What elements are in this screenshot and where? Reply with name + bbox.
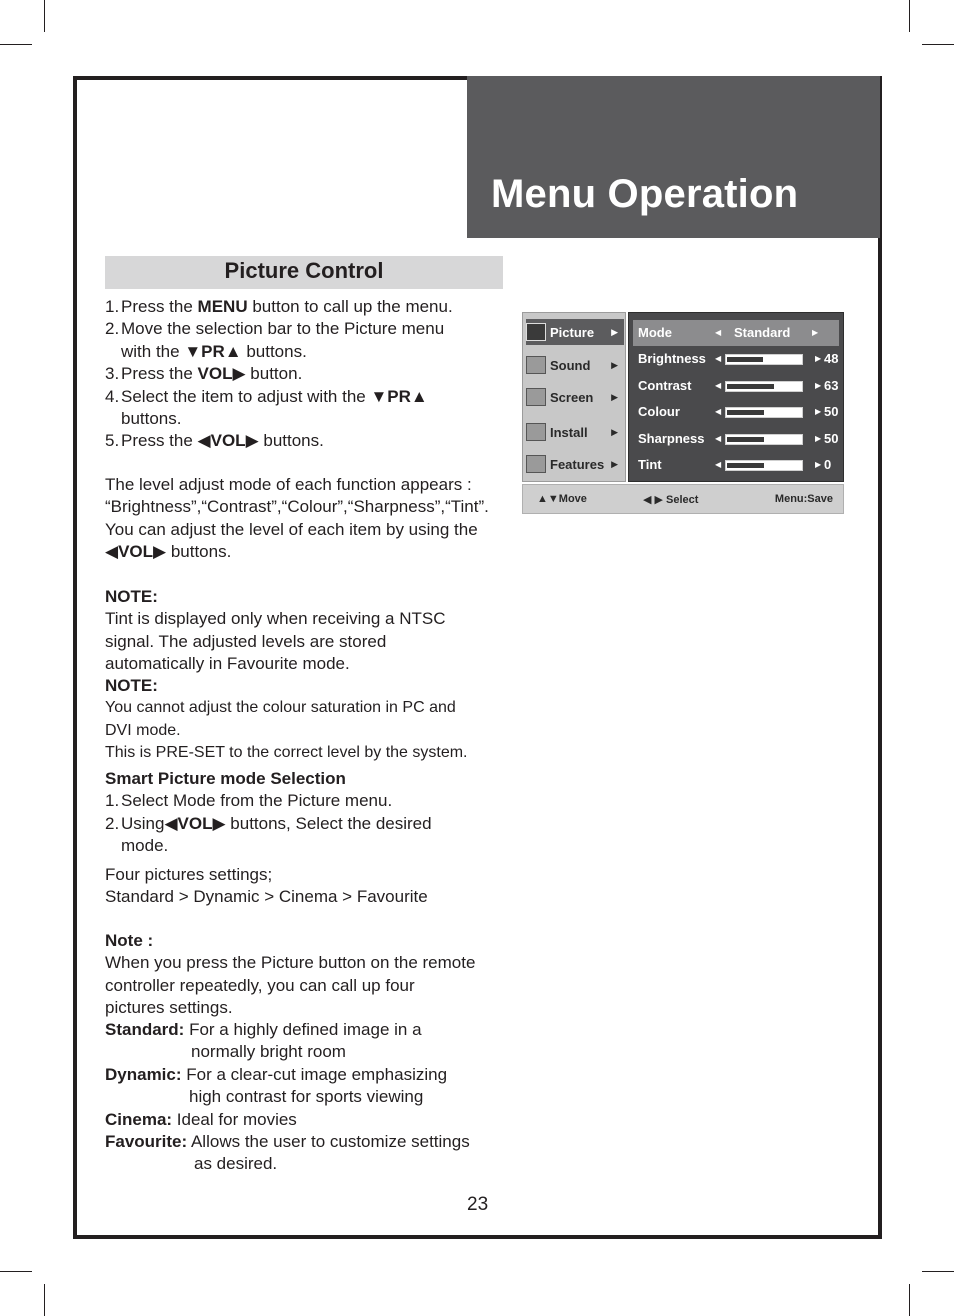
features-icon <box>526 455 546 473</box>
crop-mark <box>922 44 954 45</box>
level-bar-fill <box>727 384 774 389</box>
note-1: NOTE: Tint is displayed only when receiving a NTSC signal. The adjusted levels are stored automatically in Favourite mode. <box>105 586 505 676</box>
screen-icon <box>526 388 546 406</box>
note-2: NOTE: You cannot adjust the colour saturation in PC and DVI mode. This is PRE-SET to the correct level by the system. <box>105 675 505 765</box>
step-2-cont: with the ▼PR▲ buttons. <box>121 341 307 361</box>
smart-step-1: 1. Select Mode from the Picture menu. <box>105 791 393 811</box>
osd-row-mode: Mode ◀ Standard ▶ <box>633 320 839 346</box>
step-4: 4. Select the item to adjust with the ▼PR▲ <box>105 386 428 406</box>
install-icon <box>526 423 546 441</box>
picture-icon <box>526 323 546 341</box>
mode-definitions: Standard: For a highly defined image in a normally bright room Dynamic: For a clear-cut image emphasizing high contrast for sports viewing Cinema: Ideal for movies Favourite: Allows the user to customize settings as desired. <box>105 1019 505 1176</box>
right-arrow-icon: ▶ <box>611 391 618 402</box>
right-arrow-icon: ▶ <box>611 458 618 469</box>
definition-standard: Standard: For a highly defined image in a <box>105 1020 422 1039</box>
level-bar <box>725 354 803 365</box>
level-bar <box>725 460 803 471</box>
definition-cinema: Cinema: Ideal for movies <box>105 1109 297 1129</box>
osd-menu <box>522 312 844 514</box>
left-arrow-icon: ◀ <box>715 434 722 443</box>
right-arrow-icon: ▶ <box>611 326 618 337</box>
osd-footer-move: ▲▼Move <box>537 493 587 505</box>
step-3: 3. Press the VOL▶ button. <box>105 364 303 384</box>
right-arrow-icon: ▶ <box>815 354 822 363</box>
page-title: Menu Operation <box>491 172 799 216</box>
section-header <box>105 256 503 289</box>
smart-step-2: 2. Using◀VOL▶ buttons, Select the desired <box>105 813 432 833</box>
level-bar-fill <box>727 437 764 442</box>
smart-picture-section: Smart Picture mode Selection 1. Select Mode from the Picture menu. 2. Using◀VOL▶ buttons, Select the desired mode. <box>105 768 505 858</box>
level-bar <box>725 381 803 392</box>
step-5: 5. Press the ◀VOL▶ buttons. <box>105 431 324 451</box>
crop-mark <box>0 44 32 45</box>
left-arrow-icon: ◀ <box>715 460 722 469</box>
osd-footer <box>522 484 844 514</box>
level-bar <box>725 407 803 418</box>
smart-heading: Smart Picture mode Selection <box>105 769 346 788</box>
definition-favourite: Favourite: Allows the user to customize settings <box>105 1131 470 1151</box>
left-arrow-icon: ◀ <box>715 381 722 390</box>
osd-row-brightness: Brightness ◀ ▶ 48 <box>638 351 839 366</box>
level-bar-fill <box>727 410 764 415</box>
osd-row-tint: Tint ◀ ▶ 0 <box>638 457 832 472</box>
level-bar-fill <box>727 357 763 362</box>
right-arrow-icon: ▶ <box>815 460 822 469</box>
right-arrow-icon: ▶ <box>611 426 618 437</box>
page-number: 23 <box>467 1194 489 1215</box>
instructions <box>105 296 505 453</box>
step-2: 2. Move the selection bar to the Picture menu <box>105 319 445 339</box>
osd-category-features: Features ▶ <box>526 451 624 477</box>
osd-category-list <box>522 312 626 482</box>
crop-mark <box>44 0 45 32</box>
crop-mark <box>909 1284 910 1316</box>
right-arrow-icon: ▶ <box>815 434 822 443</box>
osd-settings-panel <box>628 312 844 482</box>
sound-icon <box>526 356 546 374</box>
definition-dynamic: Dynamic: For a clear-cut image emphasizing <box>105 1064 448 1084</box>
osd-row-contrast: Contrast ◀ ▶ 63 <box>638 378 839 393</box>
crop-mark <box>0 1271 32 1272</box>
osd-footer-select: ◀ ▶ Select <box>643 494 699 506</box>
left-arrow-icon: ◀ <box>715 407 722 416</box>
osd-row-sharpness: Sharpness ◀ ▶ 50 <box>638 431 839 446</box>
osd-footer-save: Menu:Save <box>774 493 833 505</box>
note-3: Note : When you press the Picture button on the remote controller repeatedly, you can call up four pictures settings. <box>105 930 505 1020</box>
right-arrow-icon: ▶ <box>815 381 822 390</box>
level-paragraph: The level adjust mode of each function appears : “Brightness”,“Contrast”,“Colour”,“Sharpness”,“Tint”. You can adjust the level of each item by using the ◀VOL▶ buttons. <box>105 475 489 562</box>
level-bar-fill <box>727 463 764 468</box>
osd-row-colour: Colour ◀ ▶ 50 <box>638 404 839 419</box>
osd-category-install: Install ▶ <box>526 419 624 445</box>
right-arrow-icon: ▶ <box>815 407 822 416</box>
crop-mark <box>909 0 910 32</box>
left-arrow-icon: ◀ <box>715 328 722 337</box>
step-1: 1. Press the MENU button to call up the menu. <box>105 297 453 316</box>
crop-mark <box>922 1271 954 1272</box>
osd-category-sound: Sound ▶ <box>526 352 624 378</box>
crop-mark <box>44 1284 45 1316</box>
right-arrow-icon: ▶ <box>812 328 819 337</box>
step-4-cont: buttons. <box>121 408 182 428</box>
osd-category-screen: Screen ▶ <box>526 384 624 410</box>
right-arrow-icon: ▶ <box>611 359 618 370</box>
note-label: NOTE: <box>105 676 158 695</box>
section-title: Picture Control <box>224 258 384 283</box>
picture-settings: Four pictures settings; Standard > Dynamic > Cinema > Favourite <box>105 865 428 907</box>
level-bar <box>725 434 803 445</box>
note-label: NOTE: <box>105 587 158 606</box>
left-arrow-icon: ◀ <box>715 354 722 363</box>
osd-category-picture: Picture ▶ <box>526 319 624 345</box>
note-label: Note : <box>105 931 154 950</box>
